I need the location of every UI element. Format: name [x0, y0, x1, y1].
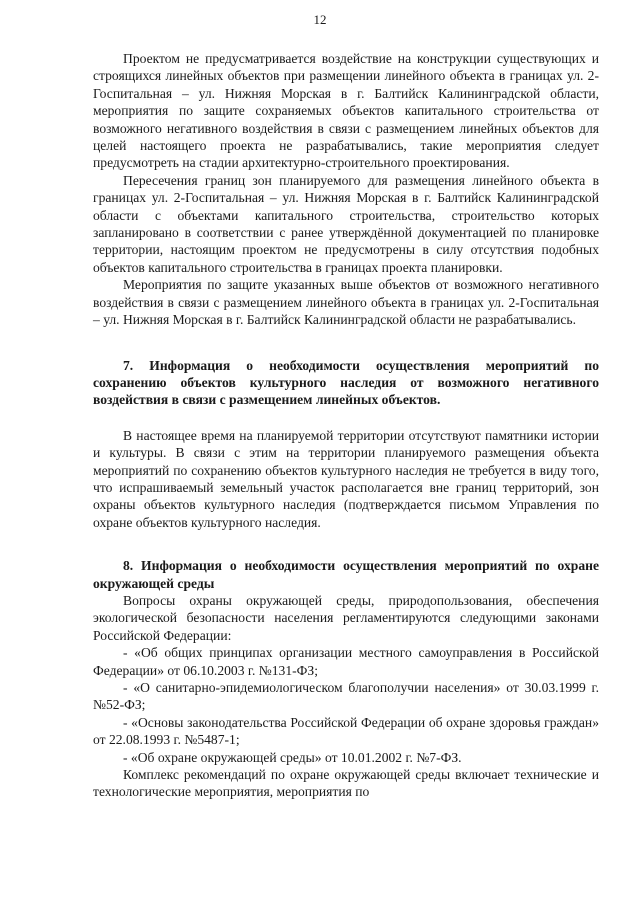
law-item: - «О санитарно-эпидемиологическом благополучии населения» от 30.03.1999 г. №52-ФЗ; — [93, 680, 599, 713]
section-8-heading: 8. Информация о необходимости осуществления мероприятий по охране окружающей среды — [93, 558, 599, 591]
paragraph-zone-intersections: Пересечения границ зон планируемого для размещения линейного объекта в границах ул. 2-Госпитальная – ул. Нижняя Морская в г. Балтийск Калининградской области с объектами капитального строительства, строительство которых запланировано в соответствии с ранее утверждённой документацией по планировке территории, настоящим проектом не предусмотрены в силу отсутствия подобных объектов капитального строительства в границах проекта планировки. — [93, 172, 599, 275]
paragraph-impact-on-structures: Проектом не предусматривается воздействие на конструкции существующих и строящихся линейных объектов при размещении линейного объекта в границах ул. 2-Госпитальная – ул. Нижняя Морская в г. Балтийск Калининградской области, мероприятия по защите сохраняемых объектов капитального строительства от возможного негативного воздействия в связи с размещением линейных объектов для целей настоящего проекта не разрабатывались, такие мероприятия следует предусмотреть на стадии архитектурно-строительного проектирования. — [93, 51, 599, 171]
section-7-heading: 7. Информация о необходимости осуществления мероприятий по сохранению объектов культурного наследия от возможного негативного воздействия в связи с размещением линейных объектов. — [93, 357, 599, 408]
law-item: - «Об охране окружающей среды» от 10.01.2002 г. №7-ФЗ. — [123, 749, 462, 765]
section-7-body: В настоящее время на планируемой территории отсутствуют памятники истории и культуры. В связи с этим на территории планируемого размещения объекта мероприятий по сохранению объектов культурного наследия не требуется в виду того, что испрашиваемый земельный участок располагается вне границ территорий, зон охраны объектов культурного наследия (подтверждается письмом Управления по охране объектов культурного наследия. — [93, 427, 599, 530]
document-body — [93, 50, 599, 801]
page-number: 12 — [313, 12, 327, 27]
law-item: - «Основы законодательства Российской Федерации об охране здоровья граждан» от 22.08.1993 г. №5487-1; — [93, 714, 599, 748]
section-8-intro: Вопросы охраны окружающей среды, природопользования, обеспечения экологической безопасности населения регламентируются следующими законами Российской Федерации: — [93, 592, 599, 643]
law-item: - «Об общих принципах организации местного самоуправления в Российской Федерации» от 06.10.2003 г. №131-ФЗ; — [93, 645, 599, 678]
section-8-closing: Комплекс рекомендаций по охране окружающей среды включает технические и технологические мероприятия, мероприятия по — [93, 767, 599, 800]
paragraph-protection-measures: Мероприятия по защите указанных выше объектов от возможного негативного воздействия в связи с размещением линейного объекта в границах ул. 2-Госпитальная – ул. Нижняя Морская в г. Балтийск Калининградской области не разрабатывались. — [93, 277, 599, 328]
